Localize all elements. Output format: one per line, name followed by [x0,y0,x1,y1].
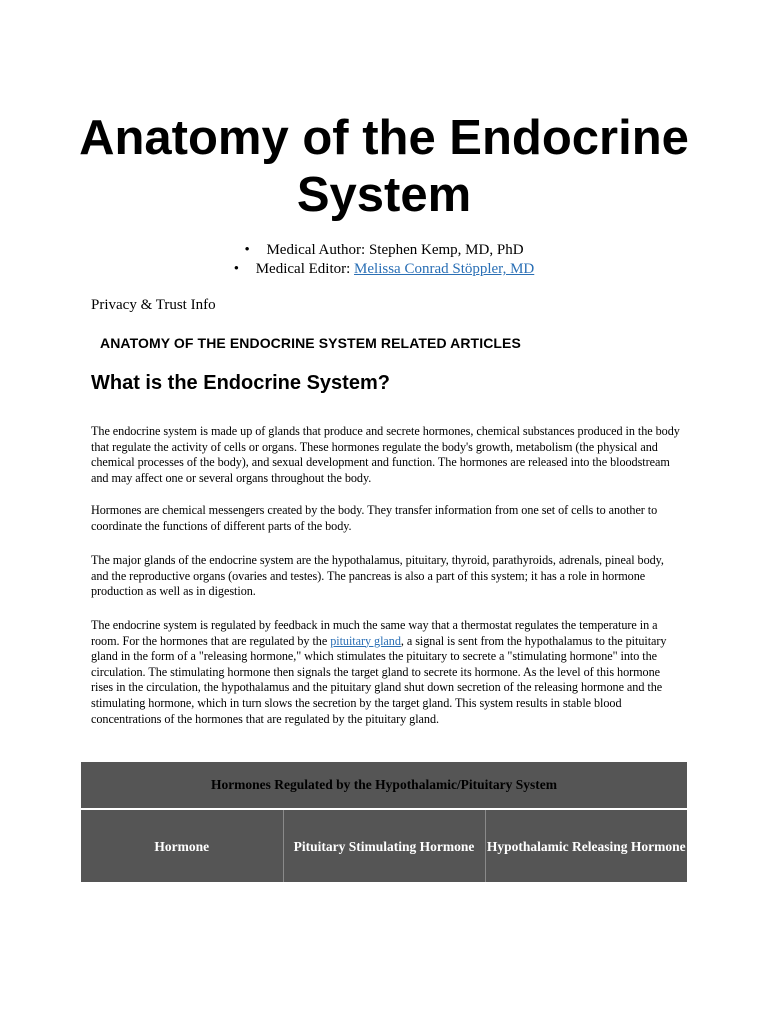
medical-author-item [0,241,768,260]
medical-editor-label: Medical Editor: [255,261,355,277]
paragraph-major-glands: The major glands of the endocrine system are the hypothalamus, pituitary, thyroid, parathyroids, adrenals, pineal body, and the reproductive organs (ovaries and testes). The pancreas is also a part of this system; it has a role in hormone production as well as in digestion. [91,553,664,599]
related-articles-heading: ANATOMY OF THE ENDOCRINE SYSTEM RELATED ARTICLES [100,335,521,351]
table-header-row [81,809,687,882]
table-caption-row [81,762,687,809]
paragraph-text: , a signal is sent from the hypothalamus to the pituitary gland in the form of a "releasing hormone," which stimulates the pituitary to secrete a "stimulating hormone" into the circulation. The stimulating hormone then signals the target gland to secrete its hormone. As the level of this hormone rises in the circulation, the hypothalamus and the pituitary gland shut down secretion of the releasing hormone and the stimulating hormone, which in turn slows the secretion by the target gland. This system results in stable blood concentrations of the hormones that are regulated by the pituitary gland. [91,633,667,726]
paragraph-text: The endocrine system is regulated by feedback in much the same way that a thermostat regulates the temperature in a room. For the hormones that are regulated by the [91,618,658,648]
author-list [0,241,768,279]
section-heading: What is the Endocrine System? [91,372,390,394]
medical-author: Medical Author: Stephen Kemp, MD, PhD [266,242,524,258]
paragraph-feedback-regulation [91,618,681,727]
paragraph-endocrine-intro: The endocrine system is made up of glands that produce and secrete hormones, chemical substances produced in the body that regulate the activity of cells or organs. These hormones regulate the body's growth, metabolism (the physical and chemical processes of the body), and sexual development and function. The hormones are released into the bloodstream and may affect one or several organs throughout the body. [91,424,680,485]
header-hypothalamic-releasing-hormone: Hypothalamic Releasing Hormone [485,809,687,882]
medical-editor-item [0,260,768,279]
privacy-trust-info: Privacy & Trust Info [91,297,216,313]
paragraph-hormones: Hormones are chemical messengers created by the body. They transfer information from one set of cells to another to coordinate the functions of different parts of the body. [91,503,658,533]
table-caption: Hormones Regulated by the Hypothalamic/Pituitary System [81,762,687,809]
medical-editor-link[interactable]: Melissa Conrad Stöppler, MD [354,261,535,277]
header-hormone: Hormone [154,838,210,854]
hormones-table [81,762,687,882]
pituitary-gland-link[interactable]: pituitary gland [330,633,401,648]
page-title: Anatomy of the Endocrine System [79,111,689,222]
header-pituitary-stimulating-hormone: Pituitary Stimulating Hormone [283,809,485,882]
